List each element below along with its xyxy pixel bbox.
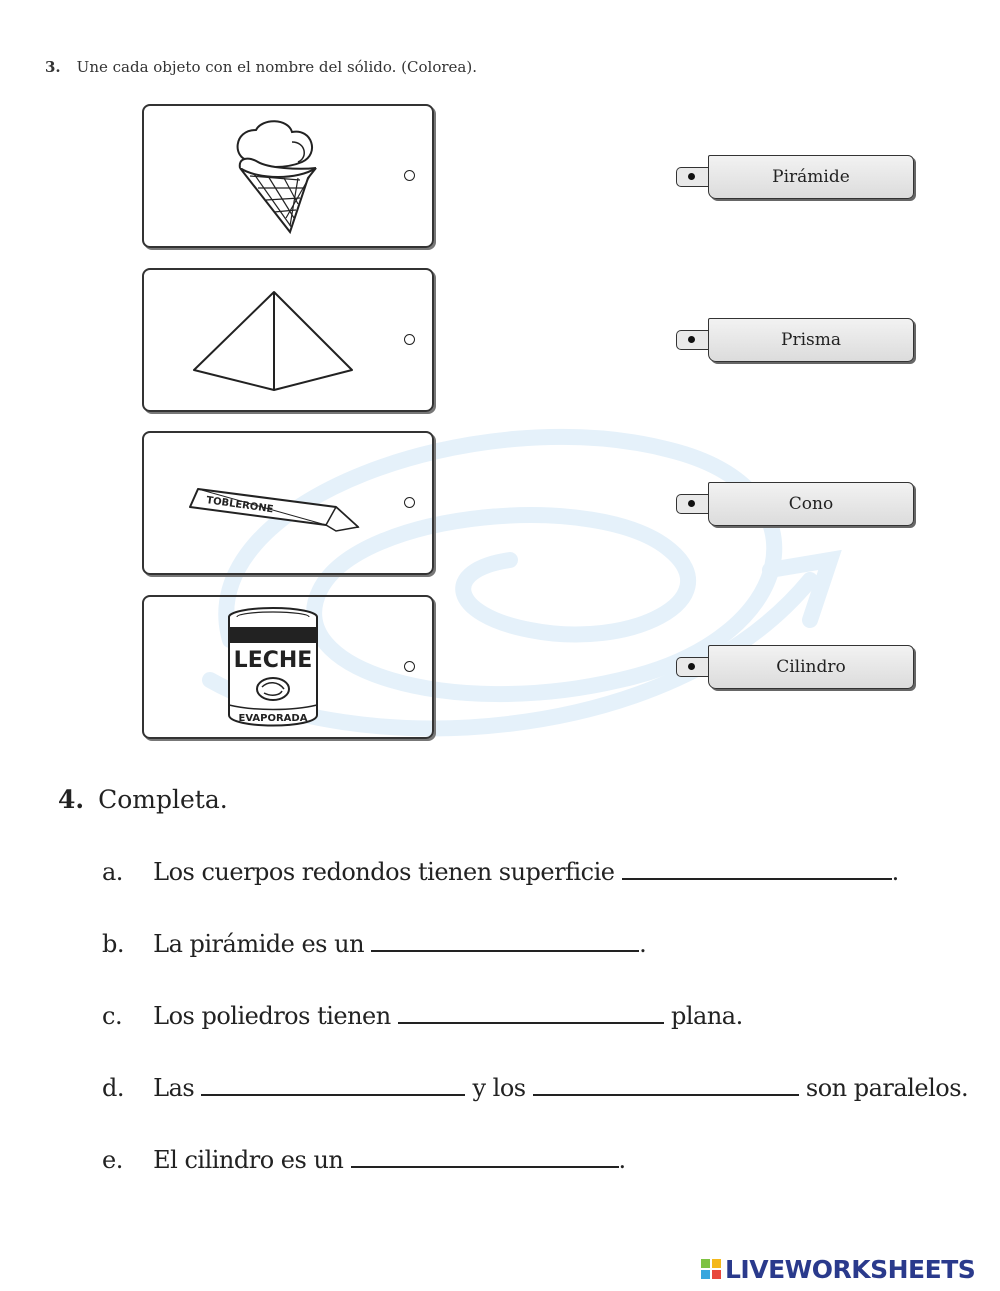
object-card-pyramid: [142, 268, 434, 412]
object-card-milk-can: [142, 595, 434, 739]
answer-blank-b[interactable]: [371, 928, 639, 952]
item-text-after: .: [891, 858, 899, 886]
liveworksheets-logo-text: LIVEWORKSHEETS: [725, 1254, 976, 1284]
milk-can-icon: [224, 605, 322, 731]
answer-blank-a[interactable]: [622, 856, 892, 880]
match-point-object-4[interactable]: [404, 661, 415, 672]
item-letter: e.: [102, 1146, 123, 1174]
match-point-object-3[interactable]: [404, 497, 415, 508]
item-letter: a.: [102, 858, 123, 886]
tag-handle-icon: [676, 657, 710, 677]
item-letter: c.: [102, 1002, 123, 1030]
exercise-4-number: 4.: [58, 785, 85, 814]
name-tag-label: Pirámide: [708, 155, 914, 199]
tag-handle-icon: [676, 167, 710, 187]
item-letter: d.: [102, 1074, 124, 1102]
name-tag-cono[interactable]: [676, 482, 916, 528]
tag-handle-icon: [676, 330, 710, 350]
item-text-after: .: [639, 930, 647, 958]
item-text-before: La pirámide es un: [153, 930, 365, 958]
item-text-after: plana.: [671, 1002, 743, 1030]
match-point-object-1[interactable]: [404, 170, 415, 181]
name-tag-label: Prisma: [708, 318, 914, 362]
pyramid-icon: [190, 288, 356, 398]
exercise-4-title: Completa.: [98, 785, 228, 814]
completion-item-a: [102, 856, 899, 886]
tag-handle-icon: [676, 494, 710, 514]
item-text-before: El cilindro es un: [153, 1146, 344, 1174]
item-text-after: .: [618, 1146, 626, 1174]
item-text-before: Las: [153, 1074, 195, 1102]
answer-blank-d2[interactable]: [533, 1072, 799, 1096]
name-tag-cilindro[interactable]: [676, 645, 916, 691]
exercise-3-text: Une cada objeto con el nombre del sólido. (Colorea).: [76, 58, 477, 76]
completion-item-b: [102, 928, 646, 958]
milk-can-top-label: LECHE: [233, 648, 313, 673]
item-text-after: son paralelos.: [805, 1074, 969, 1102]
answer-blank-c[interactable]: [398, 1000, 664, 1024]
match-point-object-2[interactable]: [404, 334, 415, 345]
item-text-before: Los poliedros tienen: [153, 1002, 391, 1030]
answer-blank-e[interactable]: [351, 1144, 619, 1168]
object-card-prism: [142, 431, 434, 575]
milk-can-bottom-label: EVAPORADA: [238, 713, 308, 724]
exercise-3-number: 3.: [45, 58, 61, 76]
name-tag-label: Cono: [708, 482, 914, 526]
completion-item-c: [102, 1000, 743, 1030]
item-text-middle: y los: [472, 1074, 526, 1102]
liveworksheets-logo-icon: [700, 1258, 722, 1280]
item-text-before: Los cuerpos redondos tienen superficie: [153, 858, 615, 886]
toblerone-brand-text: TOBLERONE: [205, 495, 275, 516]
answer-blank-d1[interactable]: [201, 1072, 465, 1096]
ice-cream-cone-icon: [228, 118, 328, 240]
liveworksheets-logo: [700, 1254, 975, 1284]
name-tag-piramide[interactable]: [676, 155, 916, 201]
item-letter: b.: [102, 930, 124, 958]
name-tag-label: Cilindro: [708, 645, 914, 689]
toblerone-prism-icon: [186, 473, 366, 537]
exercise-4-heading: [58, 785, 228, 814]
completion-item-d: [102, 1072, 968, 1102]
object-card-ice-cream: [142, 104, 434, 248]
completion-item-e: [102, 1144, 626, 1174]
exercise-3-instruction: [45, 58, 477, 76]
name-tag-prisma[interactable]: [676, 318, 916, 364]
